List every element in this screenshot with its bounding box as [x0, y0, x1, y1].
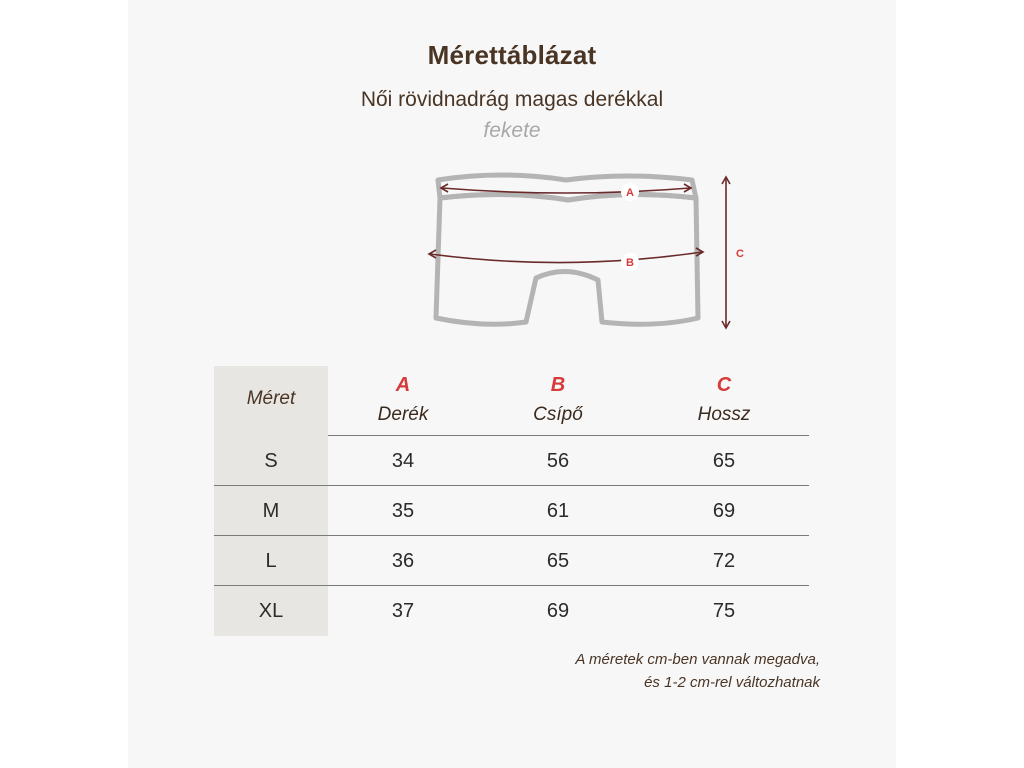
measure-line-b: [430, 252, 702, 263]
table-cell-waist: 35: [391, 500, 415, 522]
table-cell-waist: 36: [391, 550, 415, 572]
shorts-outline-icon: [416, 168, 746, 338]
table-cell-length: 72: [712, 550, 736, 572]
table-row-size: S: [264, 450, 278, 472]
table-row-size: L: [265, 550, 277, 572]
table-cell-hip: 65: [546, 550, 570, 572]
table-cell-waist: 37: [391, 600, 415, 622]
table-cell-hip: 69: [546, 600, 570, 622]
table-cell-waist: 34: [391, 450, 415, 472]
measurement-note-line1: A méretek cm-ben vannak megadva,: [575, 651, 820, 668]
table-cell-hip: 61: [546, 500, 570, 522]
table-cell-hip: 56: [546, 450, 570, 472]
table-divider: [214, 535, 809, 536]
table-cell-length: 65: [712, 450, 736, 472]
column-b-letter: B: [550, 374, 566, 396]
column-c-name: Hossz: [697, 404, 751, 425]
size-chart-panel: [128, 0, 896, 768]
column-a-name: Derék: [377, 404, 429, 425]
column-b-name: Csípő: [533, 404, 583, 425]
table-row-size: M: [262, 500, 280, 522]
size-column-header: Méret: [246, 388, 296, 409]
badge-a-label: A: [626, 187, 634, 199]
product-name: Női rövidnadrág magas derékkal: [360, 88, 664, 111]
table-row-size: XL: [258, 600, 284, 622]
column-a-letter: A: [395, 374, 411, 396]
table-cell-length: 75: [712, 600, 736, 622]
badge-b-label: B: [626, 257, 634, 269]
table-divider: [328, 435, 809, 436]
column-c-letter: C: [716, 374, 732, 396]
table-cell-length: 69: [712, 500, 736, 522]
page-title: Mérettáblázat: [427, 40, 597, 70]
measurement-note-line2: és 1-2 cm-rel változhatnak: [644, 674, 820, 691]
product-color: fekete: [483, 119, 541, 142]
badge-c-label: C: [736, 248, 744, 260]
table-divider: [214, 485, 809, 486]
table-divider: [214, 585, 809, 586]
